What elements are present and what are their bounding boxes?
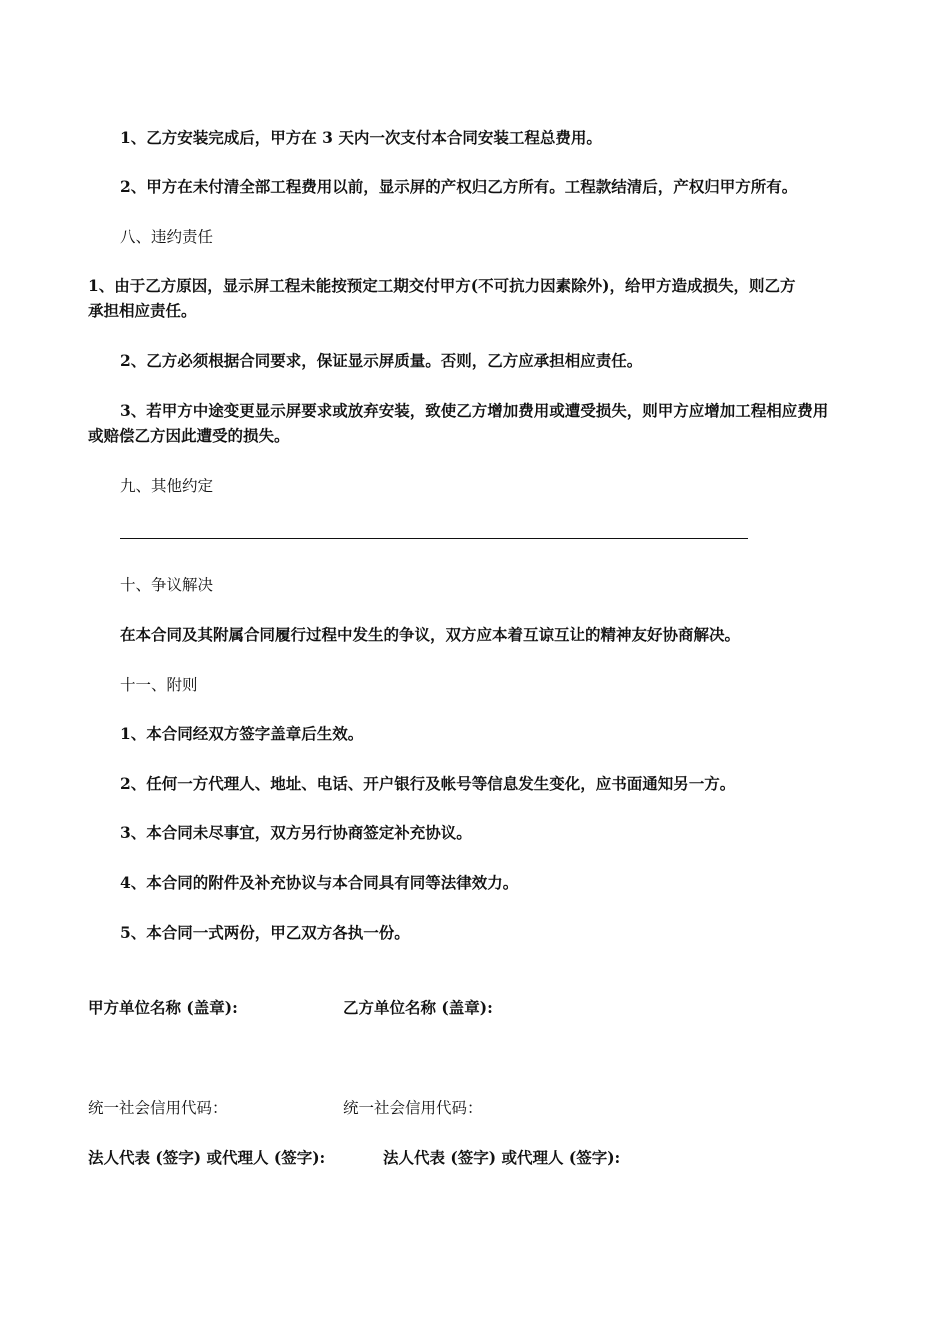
party-b-name-label: 乙方单位名称 (盖章): xyxy=(343,998,493,1017)
party-a-name-label: 甲方单位名称 (盖章): xyxy=(88,998,238,1017)
section-heading-dispute: 十、争议解决 xyxy=(120,576,214,594)
appendix-item-1: 1、本合同经双方签字盖章后生效。 xyxy=(120,724,364,743)
liability-item-2: 2、乙方必须根据合同要求，保证显示屏质量。否则，乙方应承担相应责任。 xyxy=(120,351,643,370)
appendix-item-2: 2、任何一方代理人、地址、电话、开户银行及帐号等信息发生变化，应书面通知另一方。 xyxy=(120,774,736,793)
liability-item-1-line-1: 1、由于乙方原因，显示屏工程未能按预定工期交付甲方(不可抗力因素除外)，给甲方造成损失，则乙方 xyxy=(88,276,796,295)
party-a-representative-label: 法人代表 (签字) 或代理人 (签字): xyxy=(88,1148,326,1167)
section-heading-liability: 八、违约责任 xyxy=(120,228,214,246)
appendix-item-4: 4、本合同的附件及补充协议与本合同具有同等法律效力。 xyxy=(120,873,519,892)
blank-fill-line xyxy=(120,538,748,539)
payment-item-1: 1、乙方安装完成后，甲方在 3 天内一次支付本合同安装工程总费用。 xyxy=(120,128,602,147)
dispute-text: 在本合同及其附属合同履行过程中发生的争议，双方应本着互谅互让的精神友好协商解决。 xyxy=(120,625,741,644)
party-b-representative-label: 法人代表 (签字) 或代理人 (签字): xyxy=(383,1148,621,1167)
liability-item-1-line-2: 承担相应责任。 xyxy=(88,301,197,320)
section-heading-other: 九、其他约定 xyxy=(120,477,214,495)
liability-item-3-line-2: 或赔偿乙方因此遭受的损失。 xyxy=(88,426,290,445)
payment-item-2: 2、甲方在未付清全部工程费用以前，显示屏的产权归乙方所有。工程款结清后，产权归甲方所有。 xyxy=(120,177,798,196)
liability-item-3-line-1: 3、若甲方中途变更显示屏要求或放弃安装，致使乙方增加费用或遭受损失，则甲方应增加工程相应费用 xyxy=(120,401,829,420)
party-a-credit-code-label: 统一社会信用代码： xyxy=(88,1099,228,1117)
section-heading-appendix: 十一、附则 xyxy=(120,676,198,694)
appendix-item-3: 3、本合同未尽事宜，双方另行协商签定补充协议。 xyxy=(120,823,472,842)
party-b-credit-code-label: 统一社会信用代码： xyxy=(343,1099,483,1117)
appendix-item-5: 5、本合同一式两份，甲乙双方各执一份。 xyxy=(120,923,410,942)
